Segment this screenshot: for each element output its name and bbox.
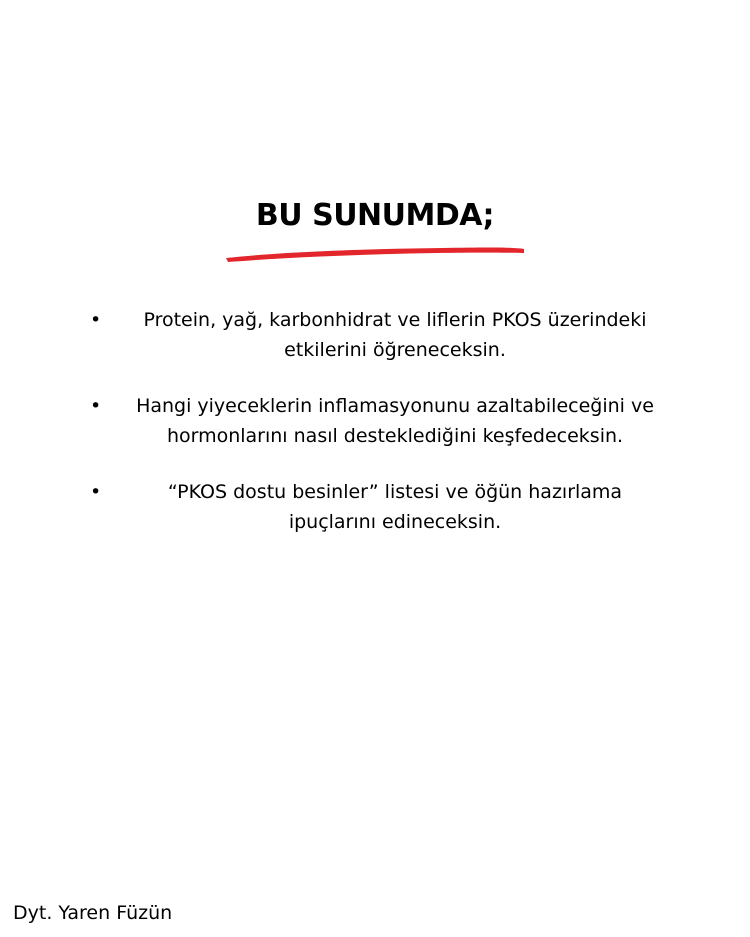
bullet-marker: • <box>90 309 102 331</box>
bullet-line: hormonlarını nasıl desteklediğini keşfedeceksin. <box>166 425 624 447</box>
bullet-text <box>110 305 680 365</box>
bullet-line: Protein, yağ, karbonhidrat ve liflerin PKOS üzerindeki <box>143 309 647 331</box>
bullet-marker: • <box>90 481 102 503</box>
bullet-list <box>0 305 750 563</box>
bullet-line: ipuçlarını edineceksin. <box>288 511 502 533</box>
page-title: BU SUNUMDA; <box>255 198 495 233</box>
list-item <box>0 391 750 477</box>
bullet-line: “PKOS dostu besinler” listesi ve öğün hazırlama <box>167 481 623 503</box>
bullet-text <box>110 391 680 451</box>
bullet-marker: • <box>90 395 102 417</box>
bullet-line: Hangi yiyeceklerin inflamasyonunu azaltabileceğini ve <box>136 395 654 417</box>
list-item <box>0 477 750 563</box>
bullet-text <box>110 477 680 537</box>
bullet-line: etkilerini öğreneceksin. <box>284 339 506 361</box>
author-name: Dyt. Yaren Füzün <box>13 902 173 924</box>
list-item <box>0 305 750 391</box>
red-brush-underline <box>222 240 528 264</box>
